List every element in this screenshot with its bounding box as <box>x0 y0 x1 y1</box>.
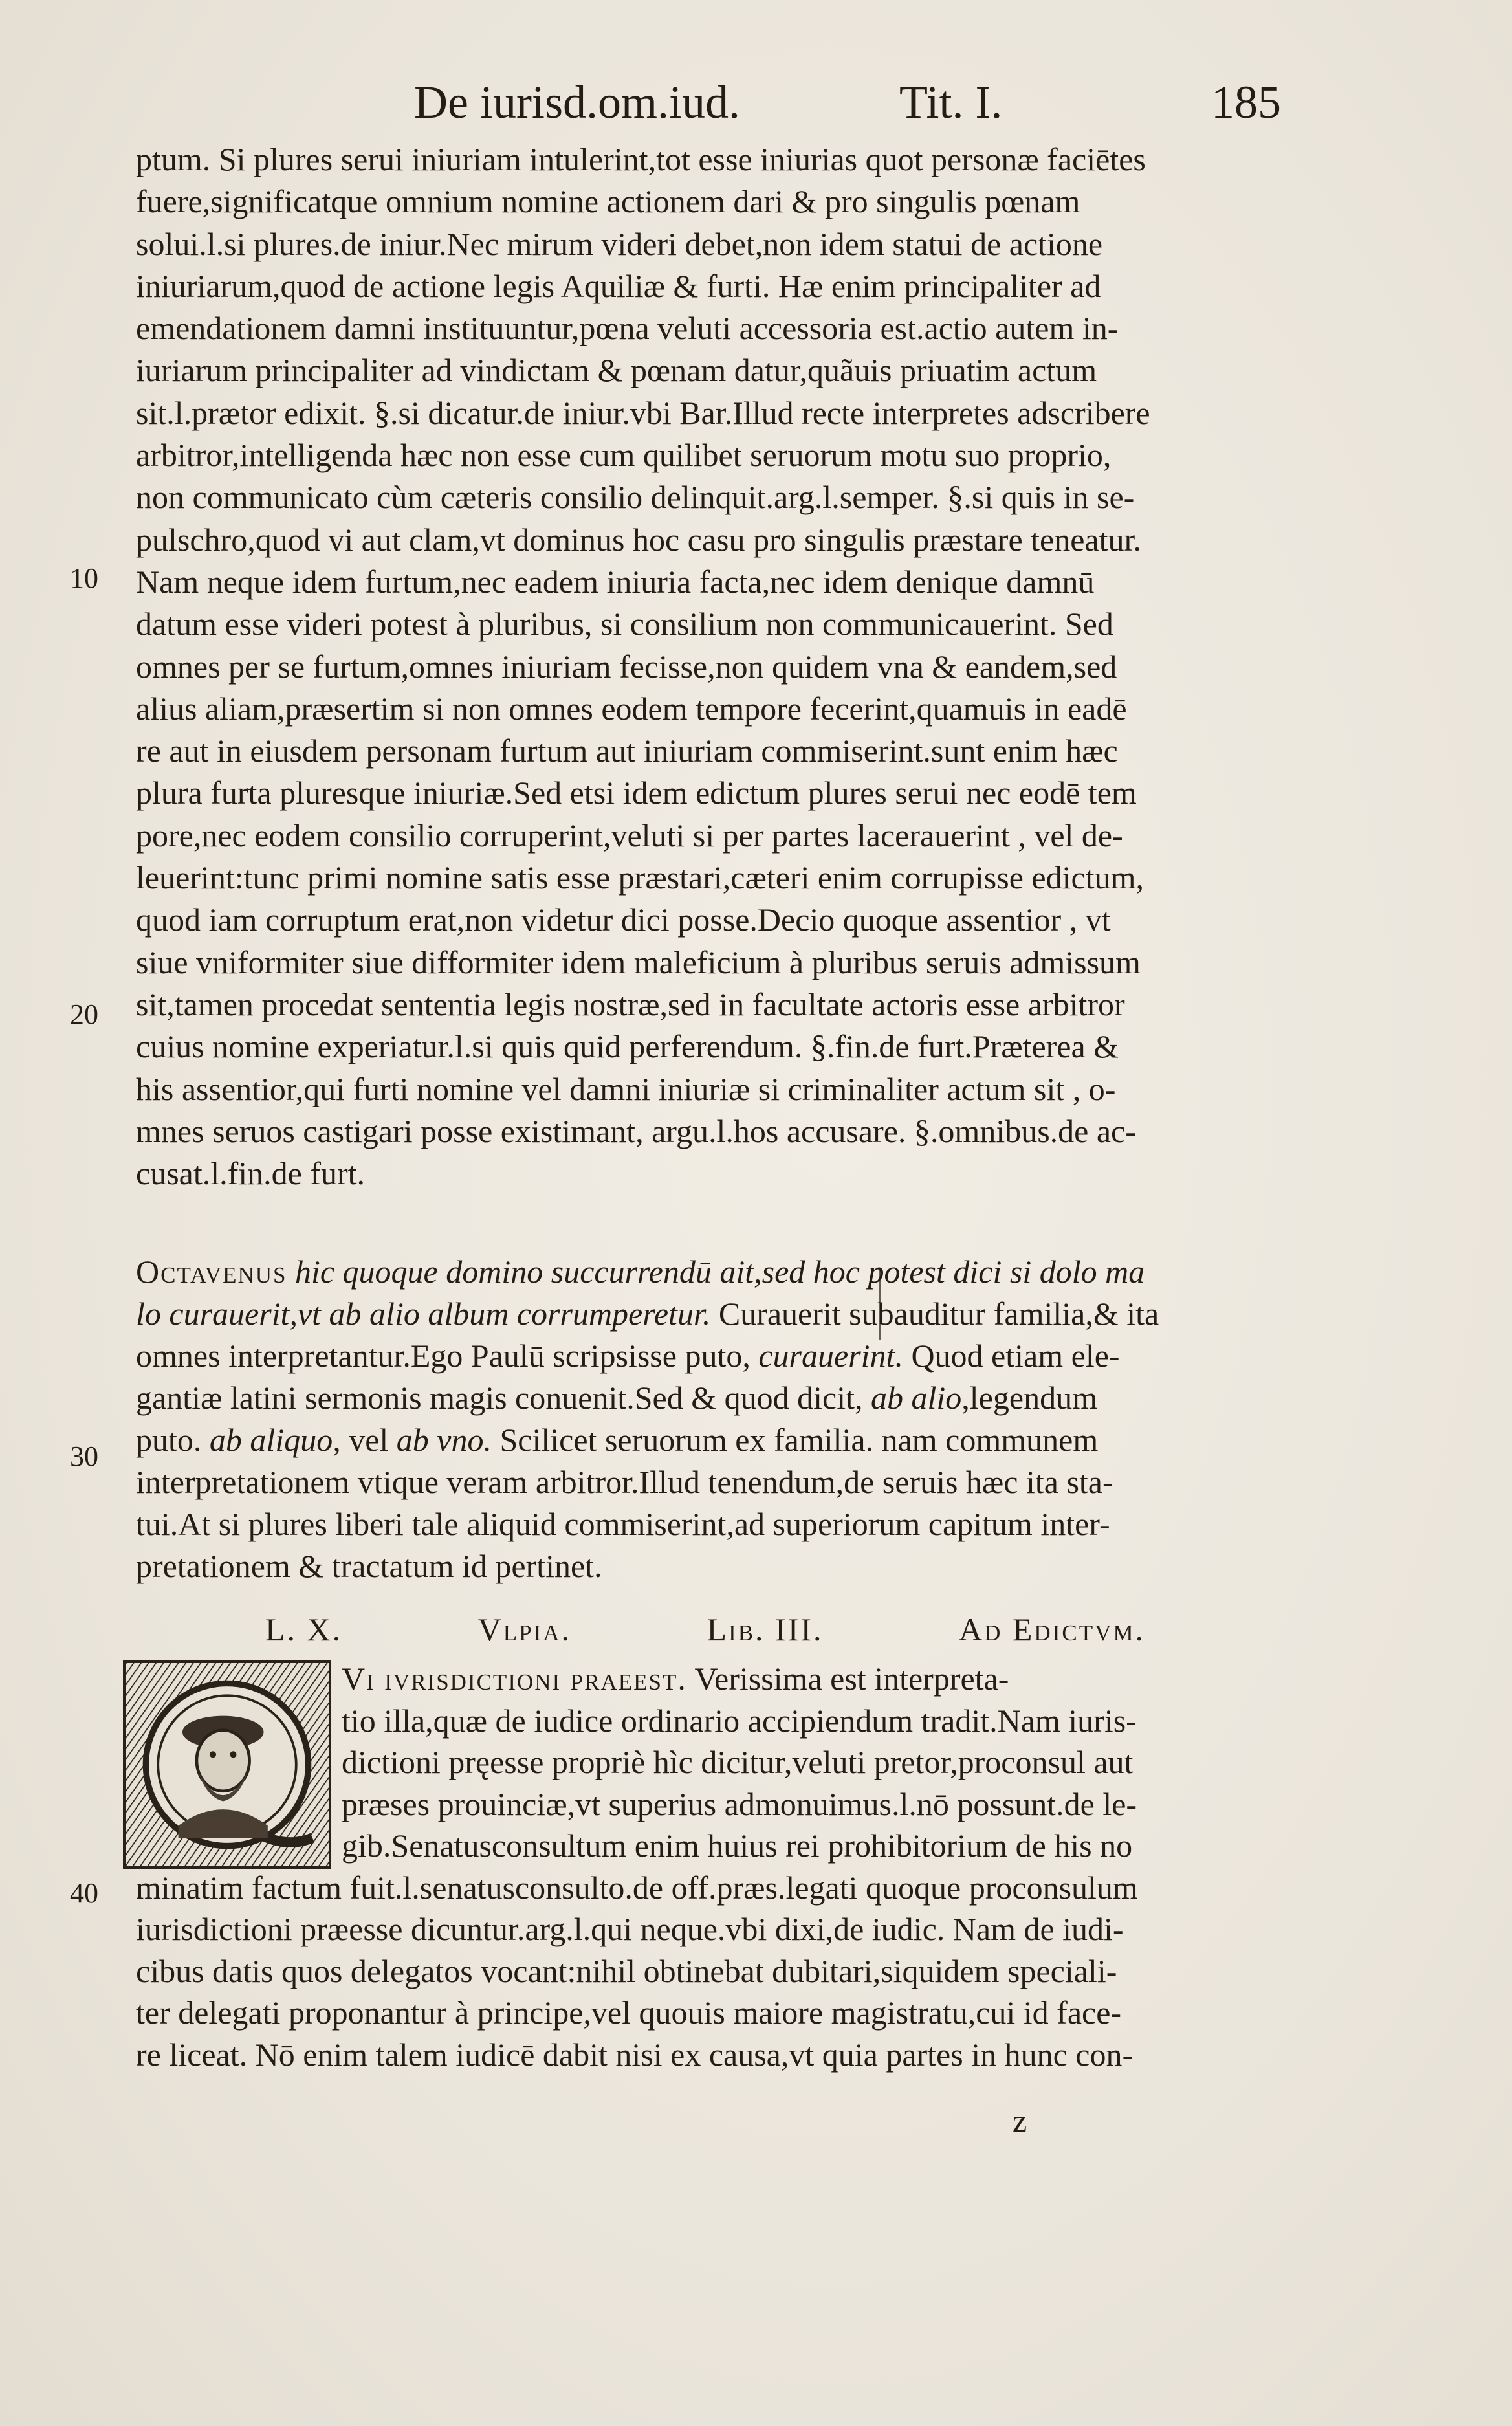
commentary-paragraph-2 <box>136 1251 1262 1587</box>
page-number: 185 <box>1211 76 1281 128</box>
quoted-word: ab alio <box>871 1380 962 1416</box>
commentary-text: omnes interpretantur.Ego Paulū scripsisse puto, <box>136 1338 759 1374</box>
work-title: Ad Edictvm. <box>959 1611 1145 1648</box>
quoted-word: curauerint. <box>758 1338 903 1374</box>
text-line: datum esse videri potest à pluribus, si consilium non communicauerint. Sed <box>136 606 1113 643</box>
running-head <box>414 70 1281 135</box>
commentary-paragraph-3 <box>136 1658 1262 2075</box>
commentary-text: puto. <box>136 1422 210 1458</box>
commentary-text: Scilicet seruorum ex familia. nam communem <box>492 1422 1099 1458</box>
text-line <box>136 1377 1262 1419</box>
commentary-text: gantiæ latini sermonis magis conuenit.Sed & quod dicit, <box>136 1380 871 1416</box>
lex-number: L. X. <box>265 1611 343 1648</box>
text-line: Nam neque idem furtum,nec eadem iniuria facta,nec idem denique damnū <box>136 563 1095 600</box>
text-line <box>136 1293 1262 1335</box>
lemma-quote: lo curauerit,vt ab alio album corrumperetur. <box>136 1296 711 1332</box>
text-line: cibus datis quos delegatos vocant:nihil obtinebat dubitari,siquidem speciali- <box>136 1952 1117 1989</box>
text-line <box>136 1251 1262 1293</box>
commentary-text: Curauerit subauditur familia,& ita <box>710 1296 1159 1332</box>
quoted-word: ab vno. <box>396 1422 492 1458</box>
line-number-20: 20 <box>70 998 98 1030</box>
text-line: sit,tamen procedat sententia legis nostræ,sed in facultate actoris esse arbitror <box>136 986 1125 1022</box>
text-line: emendationem damni instituuntur,pœna veluti accessoria est.actio autem in- <box>136 310 1119 347</box>
text-line: re liceat. Nō enim talem iudicē dabit nisi ex causa,vt quia partes in hunc con- <box>136 2036 1134 2073</box>
text-line: fuere,significatque omnium nomine actionem dari & pro singulis pœnam <box>136 183 1080 220</box>
text-line: quod iam corruptum erat,non videtur dici posse.Decio quoque assentior , vt <box>136 901 1111 938</box>
text-line: arbitror,intelligenda hæc non esse cum quilibet seruorum motu suo proprio, <box>136 437 1112 474</box>
text-line: leuerint:tunc primi nomine satis esse præstari,cæteri enim corrupisse edictum, <box>136 859 1144 896</box>
text-line: iuriarum principaliter ad vindictam & pœnam datur,quãuis priuatim actum <box>136 352 1097 389</box>
quoted-word: ab aliquo, <box>209 1422 341 1458</box>
text-line: omnes per se furtum,omnes iniuriam fecisse,non quidem vna & eandem,sed <box>136 648 1117 685</box>
line-number-30: 30 <box>70 1440 98 1472</box>
text-line: dictioni pręesse propriè hìc dicitur,veluti pretor,proconsul aut <box>342 1744 1134 1780</box>
text-line: minatim factum fuit.l.senatusconsulto.de off.præs.legati quoque proconsulum <box>136 1869 1138 1906</box>
running-title: De iurisd.om.iud. <box>414 76 740 128</box>
commentary-text: Verissima est interpreta- <box>686 1660 1009 1697</box>
text-line <box>136 1658 1262 1700</box>
text-line: cusat.l.fin.de furt. <box>136 1155 366 1192</box>
text-line: gib.Senatusconsultum enim huius rei prohibitorium de his no <box>342 1827 1133 1864</box>
text-line: pulschro,quod vi aut clam,vt dominus hoc casu pro singulis præstare teneatur. <box>136 521 1141 558</box>
text-line: tui.At si plures liberi tale aliquid commiserint,ad superiorum capitum inter- <box>136 1506 1110 1542</box>
text-line: solui.l.si plures.de iniur.Nec mirum videri debet,non idem statui de actione <box>136 225 1103 262</box>
text-line <box>136 1335 1262 1377</box>
signature-mark: z <box>1013 2102 1027 2139</box>
text-line: ter delegati proponantur à principe,vel quouis maiore magistratu,cui id face- <box>136 1994 1122 2031</box>
commentary-text: Quod etiam ele- <box>903 1338 1120 1374</box>
text-line: præses prouinciæ,vt superius admonuimus.l.nō possunt.de le- <box>342 1785 1137 1822</box>
text-line: interpretationem vtique veram arbitror.Illud tenendum,de seruis hæc ita sta- <box>136 1464 1113 1500</box>
text-line: non communicato cùm cæteris consilio delinquit.arg.l.semper. §.si quis in se- <box>136 479 1135 516</box>
text-line: sit.l.prætor edixit. §.si dicatur.de iniur.vbi Bar.Illud recte interpretes adscribere <box>136 394 1150 431</box>
text-line: siue vniformiter siue difformiter idem maleficium à pluribus seruis admissum <box>136 943 1141 980</box>
text-line: alius aliam,præsertim si non omnes eodem tempore fecerint,quamuis in eadē <box>136 690 1127 727</box>
jurist-name: Vlpia. <box>477 1611 572 1648</box>
text-line: plura furta pluresque iniuriæ.Sed etsi idem edictum plures serui nec eodē tem <box>136 775 1137 811</box>
text-line <box>136 1419 1262 1461</box>
commentary-paragraph-1 <box>136 138 1262 1195</box>
lemma-text: Vi ivrisdictioni praeest. <box>342 1660 687 1697</box>
commentary-text: ,legendum <box>961 1380 1097 1416</box>
text-line: pretationem & tractatum id pertinet. <box>136 1548 602 1584</box>
section-heading <box>265 1604 1145 1655</box>
text-line: iurisdictioni præesse dicuntur.arg.l.qui neque.vbi dixi,de iudic. Nam de iudi- <box>136 1911 1124 1947</box>
book-number: Lib. III. <box>707 1611 824 1648</box>
text-line: ptum. Si plures serui iniuriam intulerint,tot esse iniurias quot personæ faciētes <box>136 141 1146 177</box>
text-line: cuius nomine experiatur.l.si quis quid perferendum. §.fin.de furt.Præterea & <box>136 1028 1119 1065</box>
line-number-10: 10 <box>70 562 98 594</box>
line-number-40: 40 <box>70 1877 98 1909</box>
lemma-quote: hic quoque domino succurrendū ait,sed hoc potest dici si dolo ma <box>287 1253 1145 1290</box>
title-number: Tit. I. <box>899 76 1003 128</box>
lemma-name: Octavenus <box>136 1253 287 1290</box>
text-line: pore,nec eodem consilio corruperint,veluti si per partes lacerauerint , vel de- <box>136 817 1123 854</box>
text-line: his assentior,qui furti nomine vel damni iniuriæ si criminaliter actum sit , o- <box>136 1070 1116 1107</box>
text-line: tio illa,quæ de iudice ordinario accipiendum tradit.Nam iuris- <box>342 1702 1137 1739</box>
commentary-text: vel <box>340 1422 397 1458</box>
text-line: iniuriarum,quod de actione legis Aquiliæ & furti. Hæ enim principaliter ad <box>136 267 1101 304</box>
text-line: mnes seruos castigari posse existimant, argu.l.hos accusare. §.omnibus.de ac- <box>136 1112 1136 1149</box>
text-line: re aut in eiusdem personam furtum aut iniuriam commiserint.sunt enim hæc <box>136 733 1118 769</box>
